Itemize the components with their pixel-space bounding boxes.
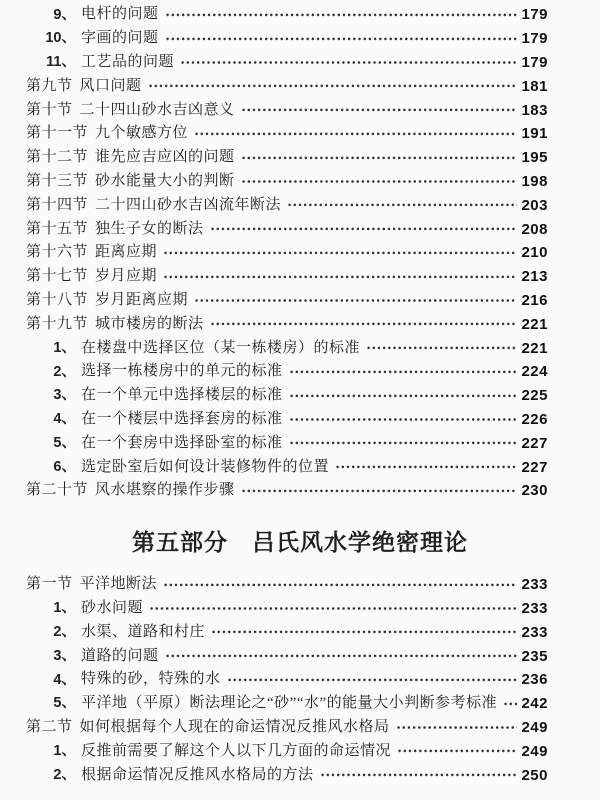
- toc-page-number: 236: [521, 671, 548, 689]
- toc-page-number: 195: [521, 149, 548, 167]
- toc-section-label: 第十三节: [26, 172, 89, 189]
- toc-row: [0, 3, 600, 27]
- toc-page-number: 233: [521, 623, 548, 641]
- toc-row: [0, 384, 600, 408]
- toc-row: [0, 170, 600, 194]
- toc-section-label: 第二节: [26, 718, 73, 735]
- toc-row: [0, 739, 600, 763]
- toc-page-number: 249: [521, 742, 548, 760]
- toc-section-label: 第二十节: [26, 482, 89, 499]
- toc-page-number: 233: [521, 576, 548, 594]
- toc-row: [0, 668, 600, 692]
- toc-entry-title: 字画的问题: [81, 30, 159, 47]
- toc-row: [0, 573, 600, 597]
- toc-page-number: 235: [521, 647, 548, 665]
- dot-leader: [335, 455, 517, 479]
- dot-leader: [503, 692, 517, 716]
- toc-page-number: 221: [521, 339, 548, 357]
- dot-leader: [227, 668, 517, 692]
- toc-page-number: 198: [521, 172, 548, 190]
- dot-leader: [397, 739, 517, 763]
- toc-entry-title: 在一个单元中选择楼层的标准: [81, 387, 283, 404]
- toc-row: [0, 98, 600, 122]
- toc-row: [0, 122, 600, 146]
- toc-page-number: 208: [521, 220, 548, 238]
- dot-leader: [241, 479, 517, 503]
- dot-leader: [194, 289, 517, 313]
- dot-leader: [211, 620, 517, 644]
- toc-section-label: 第十二节: [26, 149, 89, 166]
- toc-row: [0, 455, 600, 479]
- toc-row: [0, 27, 600, 51]
- toc-section-label: 第十六节: [26, 244, 89, 261]
- toc-row: [0, 241, 600, 265]
- dot-leader: [241, 170, 517, 194]
- toc-page-number: 250: [521, 766, 548, 784]
- toc-entry-title: 二十四山砂水吉凶流年断法: [95, 196, 282, 213]
- toc-entry-title: 九个敏感方位: [95, 125, 189, 142]
- dot-leader: [210, 312, 517, 336]
- toc-page-number: 216: [521, 291, 548, 309]
- toc-entry-title: 平洋地断法: [79, 576, 158, 593]
- dot-leader: [396, 716, 517, 740]
- toc-page-number: 227: [521, 458, 548, 476]
- toc-row: [0, 620, 600, 644]
- toc-section-label: 第十九节: [26, 315, 89, 332]
- dot-leader: [241, 146, 517, 170]
- dot-leader: [163, 241, 517, 265]
- toc-item-number: 6、: [53, 458, 76, 475]
- dot-leader: [165, 27, 517, 51]
- toc-page-number: 179: [521, 30, 548, 48]
- dot-leader: [289, 431, 517, 455]
- toc-entry-title: 选定卧室后如何设计装修物件的位置: [81, 458, 330, 475]
- toc-list-bottom: [0, 573, 600, 787]
- toc-entry-title: 工艺品的问题: [81, 53, 175, 70]
- toc-page-number: 224: [521, 363, 548, 381]
- toc-entry-title: 道路的问题: [81, 647, 159, 664]
- toc-page-number: 191: [521, 125, 548, 143]
- dot-leader: [241, 98, 517, 122]
- toc-entry-title: 距离应期: [95, 244, 158, 261]
- toc-entry-title: 岁月应期: [95, 268, 158, 285]
- toc-page-number: 249: [521, 718, 548, 736]
- toc-item-number: 1、: [53, 742, 76, 759]
- toc-entry-title: 如何根据每个人现在的命运情况反推风水格局: [79, 718, 390, 735]
- toc-row: [0, 597, 600, 621]
- toc-row: [0, 74, 600, 98]
- dot-leader: [180, 51, 517, 75]
- toc-page-number: 179: [521, 6, 548, 24]
- toc-row: [0, 431, 600, 455]
- toc-entry-title: 选择一栋楼房中的单元的标准: [81, 363, 283, 380]
- toc-row: [0, 716, 600, 740]
- toc-row: [0, 265, 600, 289]
- toc-item-number: 4、: [53, 671, 76, 688]
- toc-entry-title: 在一个楼层中选择套房的标准: [81, 410, 283, 427]
- dot-leader: [289, 360, 517, 384]
- toc-row: [0, 644, 600, 668]
- toc-entry-title: 电杆的问题: [81, 6, 159, 23]
- toc-page-number: 179: [521, 53, 548, 71]
- toc-entry-title: 独生子女的断法: [95, 220, 204, 237]
- toc-section-label: 第十四节: [26, 196, 89, 213]
- toc-item-number: 2、: [53, 623, 76, 640]
- toc-section-label: 第十节: [26, 101, 73, 118]
- toc-row: [0, 479, 600, 503]
- dot-leader: [165, 3, 517, 27]
- toc-entry-title: 二十四山砂水吉凶意义: [79, 101, 235, 118]
- toc-row: [0, 146, 600, 170]
- toc-entry-title: 根据命运情况反推风水格局的方法: [81, 766, 314, 783]
- part-heading: 第五部分 吕氏风水学绝密理论: [132, 529, 468, 555]
- dot-leader: [320, 763, 517, 787]
- toc-item-number: 3、: [53, 387, 76, 404]
- dot-leader: [210, 217, 517, 241]
- toc-section-label: 第十七节: [26, 268, 89, 285]
- toc-section-label: 第十五节: [26, 220, 89, 237]
- toc-item-number: 1、: [53, 600, 76, 617]
- toc-entry-title: 特殊的砂，特殊的水: [81, 671, 221, 688]
- toc-entry-title: 在楼盘中选择区位（某一栋楼房）的标准: [81, 339, 361, 356]
- toc-row: [0, 289, 600, 313]
- toc-list-top: [0, 3, 600, 503]
- toc-page-number: 203: [521, 196, 548, 214]
- toc-item-number: 5、: [53, 695, 76, 712]
- toc-row: [0, 408, 600, 432]
- toc-item-number: 4、: [53, 411, 76, 428]
- toc-entry-title: 砂水问题: [81, 599, 144, 616]
- toc-page-number: 210: [521, 244, 548, 262]
- toc-row: [0, 51, 600, 75]
- toc-page-number: 233: [521, 599, 548, 617]
- toc-entry-title: 风水堪察的操作步骤: [95, 482, 235, 499]
- toc-section-label: 第十八节: [26, 291, 89, 308]
- toc-entry-title: 风口问题: [79, 77, 142, 94]
- toc-row: [0, 336, 600, 360]
- toc-item-number: 1、: [53, 339, 76, 356]
- dot-leader: [165, 644, 517, 668]
- toc-section-label: 第一节: [26, 576, 73, 593]
- toc-item-number: 9、: [53, 6, 76, 23]
- toc-item-number: 5、: [53, 434, 76, 451]
- toc-entry-title: 砂水能量大小的判断: [95, 172, 235, 189]
- toc-item-number: 2、: [53, 363, 76, 380]
- toc-row: [0, 217, 600, 241]
- toc-section-label: 第九节: [26, 77, 73, 94]
- toc-page-number: 213: [521, 268, 548, 286]
- dot-leader: [163, 265, 517, 289]
- toc-page-number: 181: [521, 77, 548, 95]
- dot-leader: [149, 597, 517, 621]
- dot-leader: [163, 573, 517, 597]
- dot-leader: [366, 336, 517, 360]
- dot-leader: [289, 408, 517, 432]
- toc-row: [0, 193, 600, 217]
- toc-entry-title: 在一个套房中选择卧室的标准: [81, 434, 283, 451]
- toc-page-number: 227: [521, 434, 548, 452]
- toc-page-number: 183: [521, 101, 548, 119]
- toc-page-number: 221: [521, 315, 548, 333]
- toc-entry-title: 反推前需要了解这个人以下几方面的命运情况: [81, 742, 392, 759]
- toc-row: [0, 360, 600, 384]
- toc-page-number: 242: [521, 695, 548, 713]
- toc-entry-title: 谁先应吉应凶的问题: [95, 149, 235, 166]
- dot-leader: [289, 384, 517, 408]
- toc-page-number: 226: [521, 410, 548, 428]
- dot-leader: [194, 122, 517, 146]
- dot-leader: [148, 74, 517, 98]
- toc-row: [0, 763, 600, 787]
- toc-entry-title: 平洋地（平原）断法理论之“砂”“水”的能量大小判断参考标准: [81, 695, 498, 712]
- toc-entry-title: 城市楼房的断法: [95, 315, 204, 332]
- toc-item-number: 2、: [53, 766, 76, 783]
- toc-entry-title: 水渠、道路和村庄: [81, 623, 206, 640]
- toc-row: [0, 312, 600, 336]
- toc-item-number: 10、: [45, 30, 76, 47]
- dot-leader: [287, 193, 517, 217]
- toc-entry-title: 岁月距离应期: [95, 291, 189, 308]
- toc-item-number: 3、: [53, 647, 76, 664]
- toc-page-number: 225: [521, 387, 548, 405]
- toc-page-number: 230: [521, 482, 548, 500]
- toc-row: [0, 692, 600, 716]
- toc-section-label: 第十一节: [26, 125, 89, 142]
- toc-item-number: 11、: [46, 54, 76, 71]
